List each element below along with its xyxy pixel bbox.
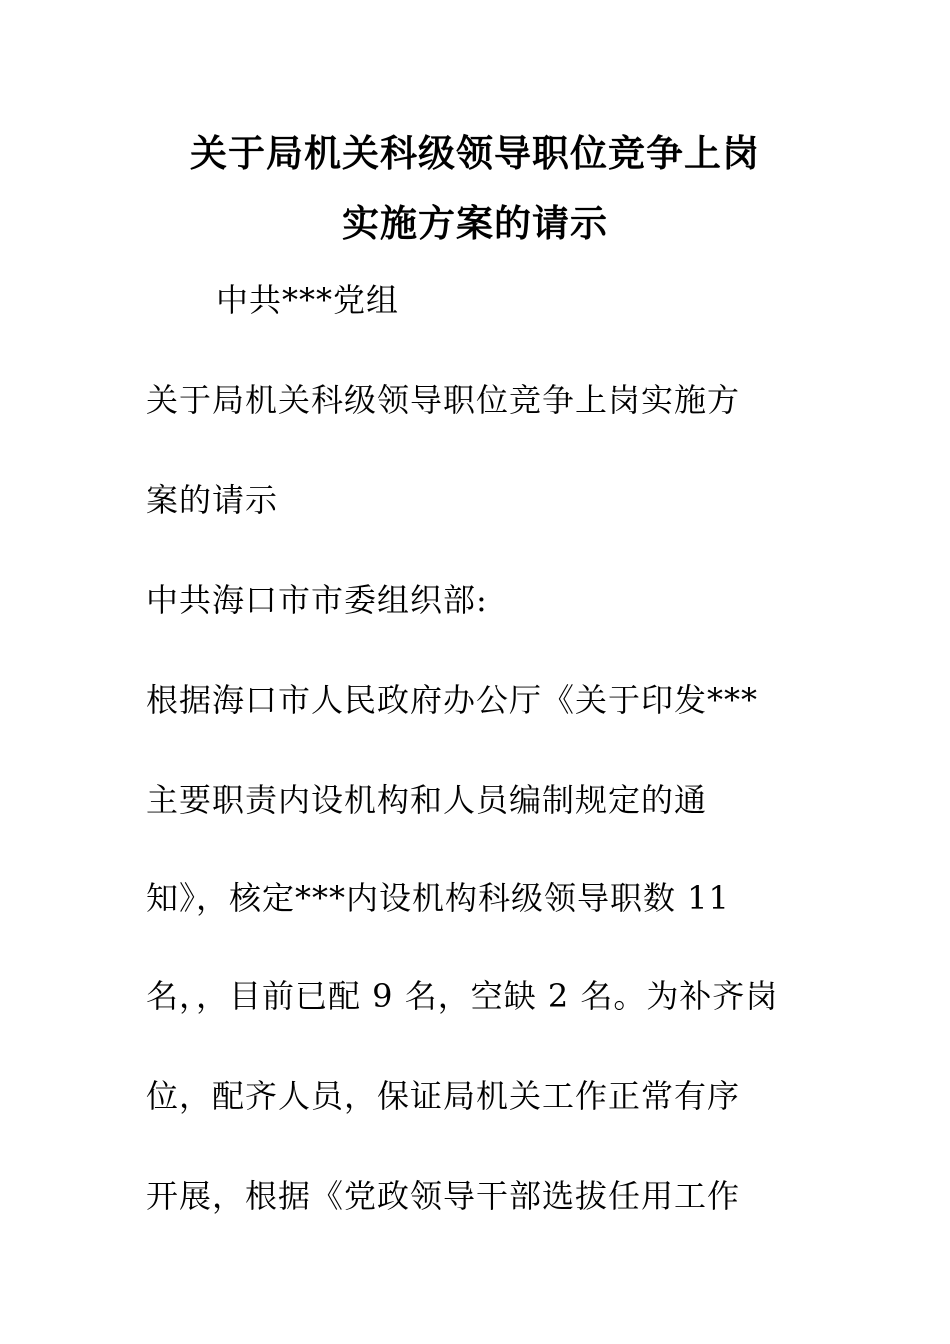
document-title-line-1: 关于局机关科级领导职位竞争上岗 [190,132,760,175]
sender-line: 中共***党组 [216,281,400,319]
body-line-paragraph-4: 名，，目前已配 9 名，空缺 2 名。为补齐岗 [146,977,779,1015]
body-line-paragraph-6: 开展，根据《党政领导干部选拔任用工作 [146,1177,741,1215]
document-title-line-2: 实施方案的请示 [342,202,608,245]
body-line-subject-1: 关于局机关科级领导职位竞争上岗实施方 [146,381,741,419]
body-line-paragraph-2: 主要职责内设机构和人员编制规定的通 [146,781,708,819]
body-line-paragraph-3: 知》，核定***内设机构科级领导职数 11 [146,879,730,917]
body-line-paragraph-1: 根据海口市人民政府办公厅《关于印发*** [146,681,759,719]
body-line-subject-2: 案的请示 [146,481,279,519]
body-line-addressee: 中共海口市市委组织部: [146,581,488,619]
body-line-paragraph-5: 位，配齐人员，保证局机关工作正常有序 [146,1077,741,1115]
